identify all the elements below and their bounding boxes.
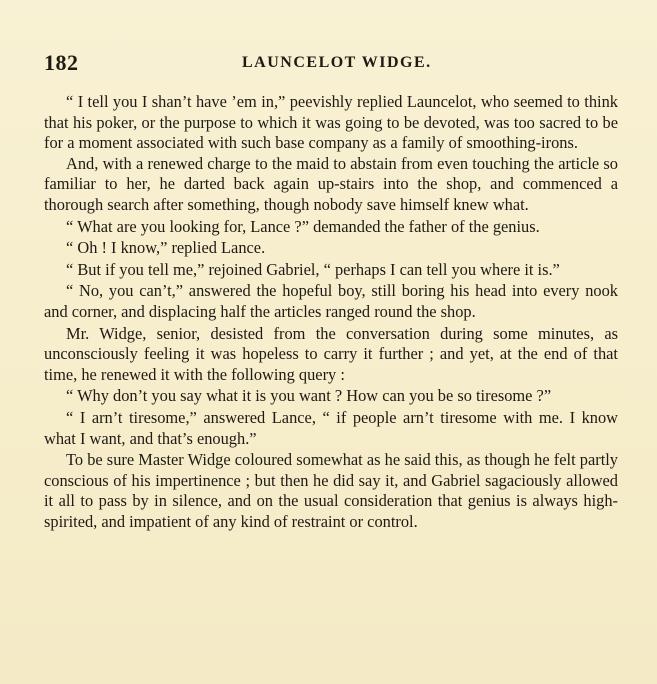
paragraph: “ Oh ! I know,” replied Lance. xyxy=(66,238,266,258)
paragraph: “ What are you looking for, Lance ?” demanded the father of the genius. xyxy=(66,216,540,236)
paragraph: “ But if you tell me,” rejoined Gabriel, “ perhaps I can tell you where it is.” xyxy=(66,259,560,279)
paragraph: “ Why don’t you say what it is you want ? How can you be so tiresome ?” xyxy=(66,386,552,406)
paragraph: Mr. Widge, senior, desisted from the conversation during some minutes, as unconsciously feeling it was hopeless to carry it further ; and yet, at the end of that time, he renewed it with the following query : xyxy=(44,323,618,384)
body-text xyxy=(44,92,618,532)
running-title: LAUNCELOT WIDGE. xyxy=(242,54,432,71)
page-number: 182 xyxy=(44,50,79,75)
paragraph: “ No, you can’t,” answered the hopeful boy, still boring his head into every nook and corner, and displacing half the articles ranged round the shop. xyxy=(44,281,618,321)
page-header xyxy=(44,50,617,76)
paragraph: And, with a renewed charge to the maid to abstain from even touching the article so familiar to her, he darted back again up-stairs into the shop, and commenced a thorough search after something, though nobody save himself knew what. xyxy=(44,153,618,214)
paragraph: “ I arn’t tiresome,” answered Lance, “ if people arn’t tiresome with me. I know what I want, and that’s enough.” xyxy=(44,407,618,448)
paragraph: “ I tell you I shan’t have ’em in,” peevishly replied Launcelot, who seemed to think that his poker, or the purpose to which it was going to be devoted, was too sacred to be for a moment associated with such base company as a family of smoothing-irons. xyxy=(44,92,618,153)
paragraph: To be sure Master Widge coloured somewhat as he said this, as though he felt partly conscious of his impertinence ; but then he did say it, and Gabriel sagaciously allowed it all to pass by in silence, and on the usual consideration that genius is always high-spirited, and impatient of any kind of restraint or control. xyxy=(44,450,618,531)
